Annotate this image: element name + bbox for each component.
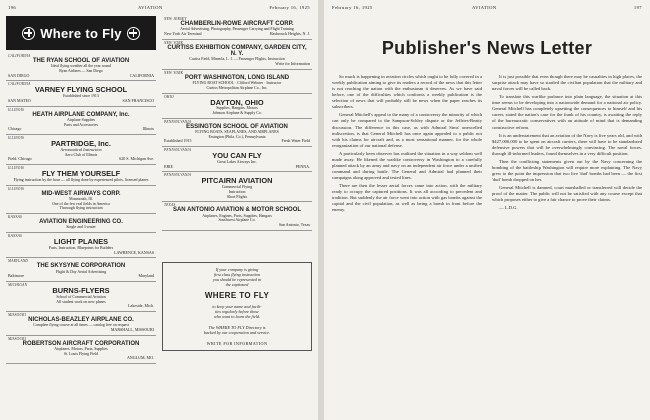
ad-address: Field: Chicago [8,156,32,162]
article-paragraph: — L.D.G. [499,205,518,211]
ad-address: Hasbrouck Heights, N. J. [269,30,310,36]
where-to-fly-banner [6,16,156,50]
directory-ad [6,165,156,185]
ad-address: Lakeside, Mich. [128,303,154,309]
ad-state: CALIFORNIA [8,54,31,58]
ad-name: BURNS-FLYERS [52,286,110,296]
directory-ad [6,258,156,282]
left-page [0,0,318,420]
ad-address: MARSHALL, MISSOURI [110,327,154,333]
article-paragraph: There are then the lesser aerial forces came into action, with the military ready to occupy the captured positions. It was all according to precedent and tradition. But suddenly the air force went into action with gas bombs against the capital and the civil population, as well as being a bomb in front before the enemy. [332,183,482,213]
directory-ad [6,312,156,336]
cross-icon [22,27,35,40]
ad-address: Chicago [8,126,22,132]
ad-address-row [8,127,154,132]
ad-name: NICHOLAS-BEAZLEY AIRPLANE CO. [28,317,134,324]
ad-name: PITCAIRN AVIATION [201,176,273,186]
ad-address-row [164,62,310,67]
ad-address: Baltimore [8,273,24,279]
ad-address-row [8,251,154,256]
ad-line: Monmouth, Ill. [69,197,93,202]
ad-address-row [164,165,310,170]
ad-name: MID-WEST AIRWAYS CORP. [41,190,121,197]
ad-address: Established 1915 [164,138,192,144]
directory-ad [162,40,312,70]
article-paragraph: General Mitchell's appeal to the many of a controversy the minority of which can only be compared to the Sampson-Schley dispute or the Jeffries-Beatty discussion. The difference in this case, as with Admiral Sims' unexcelled indiscretion, is that General Mitchell has once again appealed to a public not with his claims for aircraft and, as a most sensational manner, for the whole reorganization of our national defense. [332,112,482,148]
ad-tagline: Aeronautical Instruction [60,146,102,152]
ad-name: DAYTON, OHIO [210,97,264,107]
directory-ad [6,233,156,258]
ad-address: Illinois [142,126,154,132]
ad-name: YOU CAN FLY [212,151,262,161]
directory-ad [6,81,156,106]
ad-address: New York Air Terminal [164,30,202,36]
promo-line: you should be represented in [212,277,262,283]
ad-line: FLYING BOATS, SEAPLANES, AND AIRPLANES [195,129,279,134]
ad-address: San Antonio, Texas [278,221,310,227]
ad-line: Curtiss Metropolitan Airplane Co., Inc. [206,85,268,90]
directory-column-left [6,53,156,413]
ad-address: SAN MATEO [8,97,31,103]
ad-line: Established since 1913 [63,94,99,99]
article-paragraph: It is an understatement that an aviation of the Navy is five years old, and with $427,000,000 to be spent on aircraft carriers, there will have to be standardized defensive powers that will be overwhelmingly convincing. The naval forces, through ill-informed leaders, found themselves in a very difficult position. [492,132,642,156]
article-paragraph: General Mitchell is damned, court marshalled or transferred will decide the proof of the matter. The public will not be satisfied with any course except that which proposes either to give a fair chance to prove their claims. [492,185,642,203]
ad-name: ESSINGTON SCHOOL OF AVIATION [186,123,288,130]
ad-name: CHAMBERLIN-ROWE AIRCRAFT CORP. [180,21,294,27]
article-paragraph: It is just possible that even though there may be casualties in high places, the surprise attack may have so startled the civilian population that the military and naval forces will be called back. [492,74,642,92]
ad-line: Ryan Airlines — San Diego [59,68,103,73]
directory-ad [162,119,312,147]
article-paragraph: A particularly keen observer has outlined the situation in a way seldom well made away. He likened the warlike controversy in Washington to a carefully planned attack by an army and navy on an independent air force under a unified command and during battle. The General and Admiral had planned their campaigns along approved and tested lines. [332,150,482,180]
ad-state: ILLINOIS [8,107,24,112]
ad-address: SAN DIEGO [8,72,30,78]
left-running-title: AVIATION [138,5,163,10]
ad-line: Essington (Phila. Co.), Pennsylvania [208,134,266,139]
right-running-title: AVIATION [472,5,497,10]
ad-name: HEATH AIRPLANE COMPANY, Inc. [32,111,130,118]
directory-ad [162,202,312,230]
ad-name: PARTRIDGE, Inc. [51,139,111,149]
ad-address-row [8,356,154,361]
promo-title: WHERE TO FLY [204,291,270,301]
ad-state: PENNSYLVANIA [164,119,192,124]
ad-name: THE SKYSYNE CORPORATION [36,263,126,270]
article-column-left [332,74,482,412]
ad-name: ROBERTSON AIRCRAFT CORPORATION [22,340,140,347]
ad-line: FLYING BOAT SCHOOL · Clifford Webster · Instructor [192,81,282,86]
ad-name: PORT WASHINGTON, LONG ISLAND [184,74,290,81]
ad-address: CALIFORNIA [129,72,154,78]
ad-line: Great Lakes Airways Inc. [217,159,257,164]
right-page-date: February 16, 1925 [332,5,373,10]
article-paragraph: So much is happening in aviation circles which ought to be fully covered in a weekly publication aiming to give its readers a record of the news that this letter is not reaching the nation with the enthusiasm it deserves. As we have said before, one of the difficulties which confronts a weekly publication is the selection of news that will probably still be news when the paper reaches its subscribers. [332,74,482,110]
promo-line: backed by our cooperation and service. [203,330,271,336]
ad-address: Write for Information [275,61,310,67]
ad-name: VARNEY FLYING SCHOOL [34,85,128,95]
ad-state: ILLINOIS [8,166,24,171]
ad-state: NEW JERSEY [164,17,187,21]
article-column-right [492,74,642,412]
article-paragraph: To translate this warlike parlance into plain language, the situation at this time seems to be developing into a nationwide demand for a national air policy. General Mitchell has completely upsetting the consequences to himself and his career, stated the nation's case for the frank of his country, is awaiting the reply of the bureaucratic conservatives with an attitude of mind that is demanding constructive reform. [492,94,642,130]
promo-line: ties regularly before those [215,309,259,315]
article-title: Publisher's News Letter [381,38,593,58]
ad-line: All student work on new planes [56,299,106,304]
ad-line: Single and 3 seater [66,225,96,230]
directory-promo [162,262,312,412]
ad-name: THE RYAN SCHOOL OF AVIATION [32,58,130,64]
ad-state: KANSAS [8,234,22,239]
banner-title: Where to Fly [40,25,122,41]
ad-state: NEW YORK [164,40,184,45]
ad-address: Maryland [138,273,154,279]
ad-address-row [8,328,154,333]
promo-cta: WRITE FOR INFORMATION [206,341,268,347]
ad-line: Ideal flying weather all the year round [51,64,111,69]
ad-name: FLY THEM YOURSELF [41,169,121,179]
ad-address-row [8,274,154,279]
ad-state: KANSAS [8,215,22,220]
ad-state: TEXAS [164,203,176,208]
ad-address: PENNA. [295,163,310,169]
promo-line: to keep your name and facili- [212,304,262,310]
ad-line: Flight & Day Aerial Advertising [55,269,107,274]
ad-line: Johnson Airplane & Supply Co. [212,110,262,115]
ad-line: Airplanes, Engines, Parts, Supplies, Hangars [202,213,272,218]
ad-state: MICHIGAN [8,283,28,288]
ad-state: PENNSYLVANIA [164,148,192,153]
ad-address: ERIE [164,163,173,169]
directory-ad [6,186,156,214]
ad-line: Short Flights [226,194,248,199]
ad-name: AVIATION ENGINEERING CO. [39,219,123,226]
ad-address-row [8,74,154,79]
ad-line: Southwest Airplane Co. [218,218,256,223]
ad-line: Parts and Accessories [64,122,98,127]
promo-line: first class flying instruction [214,272,260,278]
ad-line: One of the few real fields in America [52,201,110,206]
directory-ad [162,70,312,94]
directory-ad [6,214,156,233]
ad-line: Flying instruction by the hour — all flying done by experienced pilots, licensed planes [13,178,149,183]
ad-line: St. Louis Flying Field [63,351,99,356]
cross-icon [127,27,140,40]
ad-address: SAN FRANCISCO [122,97,154,103]
ad-name: CURTISS EXHIBITION COMPANY, GARDEN CITY, N. Y. [167,44,307,58]
ad-line: Instruction [228,189,246,194]
ad-address: ANGLUM, MO. [127,355,154,361]
right-page-number: 197 [633,5,642,10]
directory-ad [6,107,156,135]
directory-ad [162,172,312,202]
promo-line: The WHERE TO FLY Directory is [208,325,266,331]
ad-line: Aerial Advertising, Photography, Passenger Carrying and Flight Training [180,27,294,32]
left-page-date: February 16, 1925 [269,5,310,10]
ad-line: Thorough flying instruction [59,206,103,211]
directory-ad [162,147,312,172]
ad-name: SAN ANTONIO AVIATION & MOTOR SCHOOL [172,207,302,214]
ad-state: ILLINOIS [8,136,24,141]
ad-address: LAWRENCE, KANSAS [114,249,154,255]
directory-ad [6,336,156,364]
ad-address: Fresh Water Field [281,138,310,144]
ad-line: Parts, Instruction, Blueprints for Builders [48,245,114,250]
ad-address-row [8,304,154,309]
ad-state: MISSOURI [8,336,26,341]
directory-ad [162,16,312,40]
directory-ad [6,53,156,81]
ad-line: School of Commercial Aviation [56,294,106,299]
left-page-number: 196 [8,5,17,10]
ad-state: OHIO [164,94,174,99]
ad-state: NEW YORK [164,70,184,75]
ad-address: 620 S. Michigan Ave. [119,156,154,162]
directory-ad [6,282,156,312]
ad-line: Complete flying course at all times — catalog free on request [33,323,129,328]
ad-address-row [164,32,310,37]
ad-address-row [164,139,310,144]
ad-line: Airplanes, Motors, Parts, Supplies [54,347,108,352]
ad-line: Airplane Supplies [67,118,95,123]
ad-state: PENNSYLVANIA [164,173,192,178]
ad-line: Commercial Flying [221,185,253,190]
left-running-head [8,5,310,13]
right-running-head [332,5,642,13]
directory-column-right [162,16,312,250]
promo-line: the captioned [225,282,249,288]
ad-address-row [164,223,310,228]
promo-line: who want to learn the field. [213,314,261,320]
ad-address-row [8,157,154,162]
ad-address-row [8,99,154,104]
ad-line: Curtiss Field, Mineola, L. I. — Passenger Flights, Instruction [189,57,285,62]
ad-line: Supplies, Hangars, Motors [216,106,258,111]
article-paragraph: Then the conflicting statements given out by the Navy concerning the bombing of the battleship Washington will require more explaining. The Navy grew to the point the impression that two live 'dud' bombs had been — the first 'dud' bomb dropped on her. [492,158,642,182]
directory-ad [6,135,156,165]
ad-state: CALIFORNIA [8,82,31,87]
ad-name: LIGHT PLANES [53,237,109,247]
ad-state: MISSOURI [8,313,26,318]
ad-state: MARYLAND [8,259,29,264]
where-to-fly-promo-box [162,262,312,351]
promo-line: If your company is giving [215,267,259,272]
right-page [324,0,650,420]
ad-line: Aero Club of Illinois [64,152,98,157]
directory-ad [162,94,312,119]
ad-state: ILLINOIS [8,186,24,191]
